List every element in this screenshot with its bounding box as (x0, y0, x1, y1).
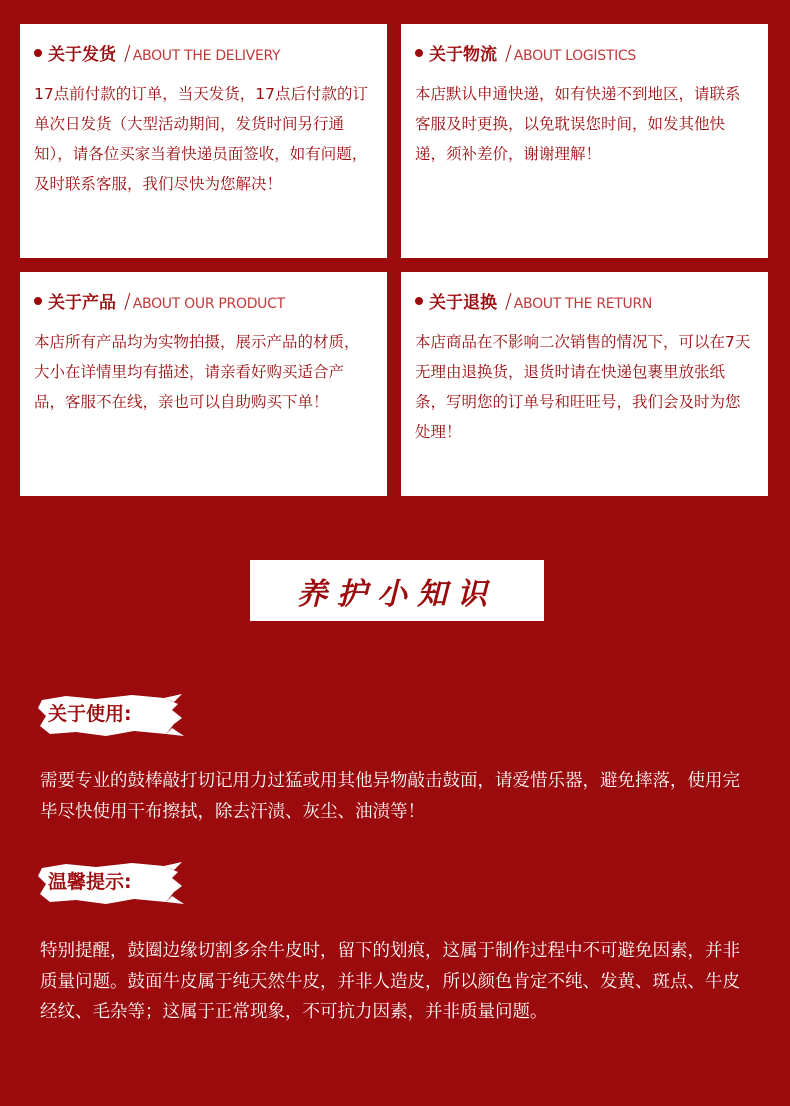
bullet-icon (34, 49, 42, 57)
logistics-card (401, 24, 768, 258)
usage-text: 需要专业的鼓棒敲打切记用力过猛或用其他异物敲击鼓面，请爱惜乐器，避免摔落，使用完毕尽快使用干布擦拭，除去汗渍、灰尘、油渍等！ (40, 771, 740, 822)
bullet-icon (34, 297, 42, 305)
card-body: 本店默认申通快递，如有快递不到地区，请联系客服及时更换，以免耽误您时间，如发其他快递，须补差价，谢谢理解！ (415, 85, 741, 163)
card-body: 本店商品在不影响二次销售的情况下，可以在7天无理由退换货，退货时请在快递包裹里放张纸条，写明您的订单号和旺旺号，我们会及时为您处理！ (415, 333, 751, 441)
slash-divider: / (505, 41, 512, 65)
slash-divider: / (505, 289, 512, 313)
card-body: 17点前付款的订单，当天发货，17点后付款的订单次日发货（大型活动期间，发货时间另行通知），请各位买家当着快递员面签收，如有问题，及时联系客服，我们尽快为您解决！ (34, 85, 368, 193)
card-subtitle: ABOUT OUR PRODUCT (132, 296, 285, 312)
card-title: 关于物流 (429, 45, 497, 65)
card-subtitle: ABOUT THE RETURN (513, 296, 653, 312)
usage-tag (36, 690, 180, 736)
banner-title: 养护小知识 (297, 576, 497, 612)
tips-text: 特别提醒，鼓圈边缘切割多余牛皮时，留下的划痕，这属于制作过程中不可避免因素，并非质量问题。鼓面牛皮属于纯天然牛皮，并非人造皮，所以颜色肯定不纯、发黄、斑点、牛皮经纹、毛杂等；这属于正常现象，不可抗力因素，并非质量问题。 (40, 941, 740, 1022)
delivery-card (20, 24, 387, 258)
care-tips-banner (250, 560, 544, 621)
tips-tag (36, 858, 180, 904)
return-card (401, 272, 768, 496)
card-header (415, 288, 754, 314)
card-title: 关于发货 (48, 45, 116, 65)
card-body: 本店所有产品均为实物拍摄，展示产品的材质，大小在详情里均有描述，请亲看好购买适合产品，客服不在线，亲也可以自助购买下单！ (34, 333, 360, 411)
slash-divider: / (124, 289, 131, 313)
card-title: 关于产品 (48, 293, 116, 313)
section-label: 温馨提示: (48, 871, 132, 893)
card-subtitle: ABOUT THE DELIVERY (132, 48, 281, 64)
card-header (415, 40, 754, 66)
card-title: 关于退换 (429, 293, 497, 313)
product-card (20, 272, 387, 496)
section-label: 关于使用: (48, 703, 132, 725)
card-header (34, 288, 373, 314)
card-subtitle: ABOUT LOGISTICS (513, 48, 636, 64)
bullet-icon (415, 49, 423, 57)
slash-divider: / (124, 41, 131, 65)
card-header (34, 40, 373, 66)
bullet-icon (415, 297, 423, 305)
